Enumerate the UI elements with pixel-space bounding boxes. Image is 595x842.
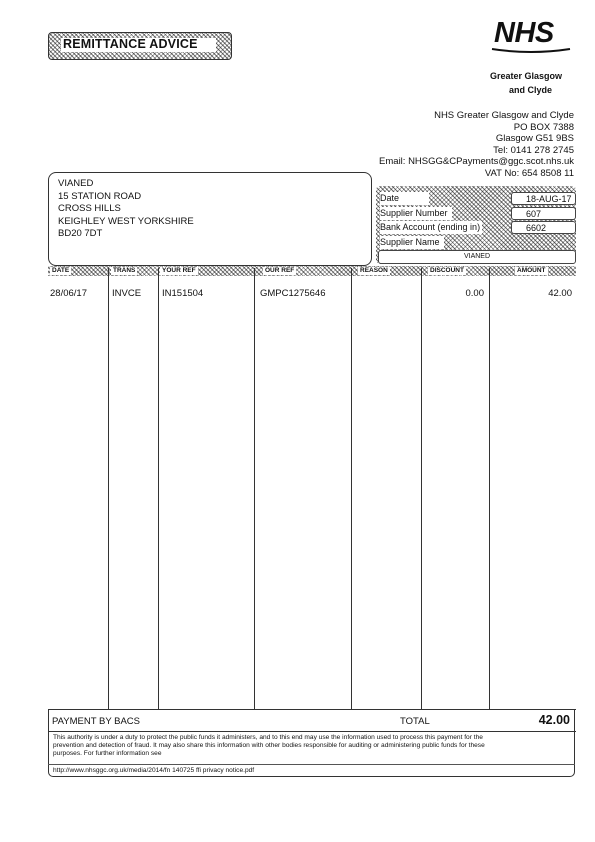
supplier-date-value: 18-AUG-17: [511, 192, 576, 205]
row-date: 28/06/17: [50, 288, 87, 299]
nhs-logo: [488, 18, 574, 54]
col-header-our-ref: OUR REF: [265, 267, 295, 274]
total-label: TOTAL: [400, 716, 430, 727]
recipient-line: KEIGHLEY WEST YORKSHIRE: [58, 215, 194, 227]
supplier-label: Supplier Name: [380, 236, 444, 249]
bank-account-value: 6602: [511, 221, 576, 234]
table-divider: [108, 268, 109, 709]
page-title: REMITTANCE ADVICE: [63, 37, 198, 51]
recipient-line: CROSS HILLS: [58, 203, 121, 214]
col-header-date: DATE: [52, 267, 70, 274]
col-header-your-ref: YOUR REF: [162, 267, 196, 274]
recipient-line: BD20 7DT: [58, 228, 103, 239]
title-banner: [48, 32, 232, 60]
row-our-ref: GMPC1275646: [260, 288, 326, 299]
table-divider: [421, 268, 422, 709]
table-divider: [254, 268, 255, 709]
table-divider: [351, 268, 352, 709]
sender-address: [330, 110, 574, 179]
col-header-reason: REASON: [360, 267, 388, 274]
payment-method: PAYMENT BY BACS: [52, 716, 140, 727]
supplier-row-number: [378, 207, 576, 220]
supplier-row-bank: [378, 221, 576, 234]
supplier-row-name-label: [378, 236, 576, 249]
sender-email: Email: NHSGG&CPayments@ggc.scot.nhs.uk: [379, 156, 574, 167]
sender-line: Tel: 0141 278 2745: [493, 144, 574, 156]
nhs-logo-text: NHS: [494, 17, 554, 49]
privacy-notice: This authority is under a duty to protect the public funds it administers, and to this end may use the information used to process this payment for the prevention and detection of fraud. It may also share this information with other bodies responsible for auditing or administering public funds for these purposes. For further information see: [53, 734, 485, 757]
recipient-line: VIANED: [58, 178, 94, 189]
supplier-row-date: [378, 192, 576, 205]
supplier-number-value: 607: [511, 207, 576, 220]
col-header-amount: AMOUNT: [517, 267, 546, 274]
supplier-name-value: VIANED: [378, 250, 576, 264]
row-amount: 42.00: [548, 288, 572, 299]
supplier-label: Supplier Number: [380, 207, 452, 220]
recipient-address: [58, 178, 194, 241]
col-header-discount: DISCOUNT: [430, 267, 464, 274]
sender-line: PO BOX 7388: [513, 121, 574, 133]
footer-rule-bottom: [48, 764, 575, 765]
privacy-url[interactable]: http://www.nhsggc.org.uk/media/2014/fn 140725 ffi privacy notice.pdf: [53, 767, 255, 774]
sender-vat: VAT No: 654 8508 11: [484, 167, 574, 179]
org-name-line1: Greater Glasgow: [490, 71, 563, 81]
col-header-trans: TRANS: [113, 267, 136, 274]
table-divider: [158, 268, 159, 709]
supplier-label: Bank Account (ending in): [380, 222, 481, 232]
row-your-ref: IN151504: [162, 288, 204, 299]
recipient-line: 15 STATION ROAD: [58, 190, 142, 202]
org-name-line2: and Clyde: [509, 85, 553, 95]
sender-line: Glasgow G51 9BS: [495, 133, 574, 144]
row-discount: 0.00: [465, 288, 484, 299]
total-value: 42.00: [538, 713, 570, 727]
row-trans: INVCE: [112, 288, 142, 299]
supplier-label: Date: [380, 192, 429, 205]
sender-line: NHS Greater Glasgow and Clyde: [434, 110, 574, 121]
table-divider: [489, 268, 490, 709]
